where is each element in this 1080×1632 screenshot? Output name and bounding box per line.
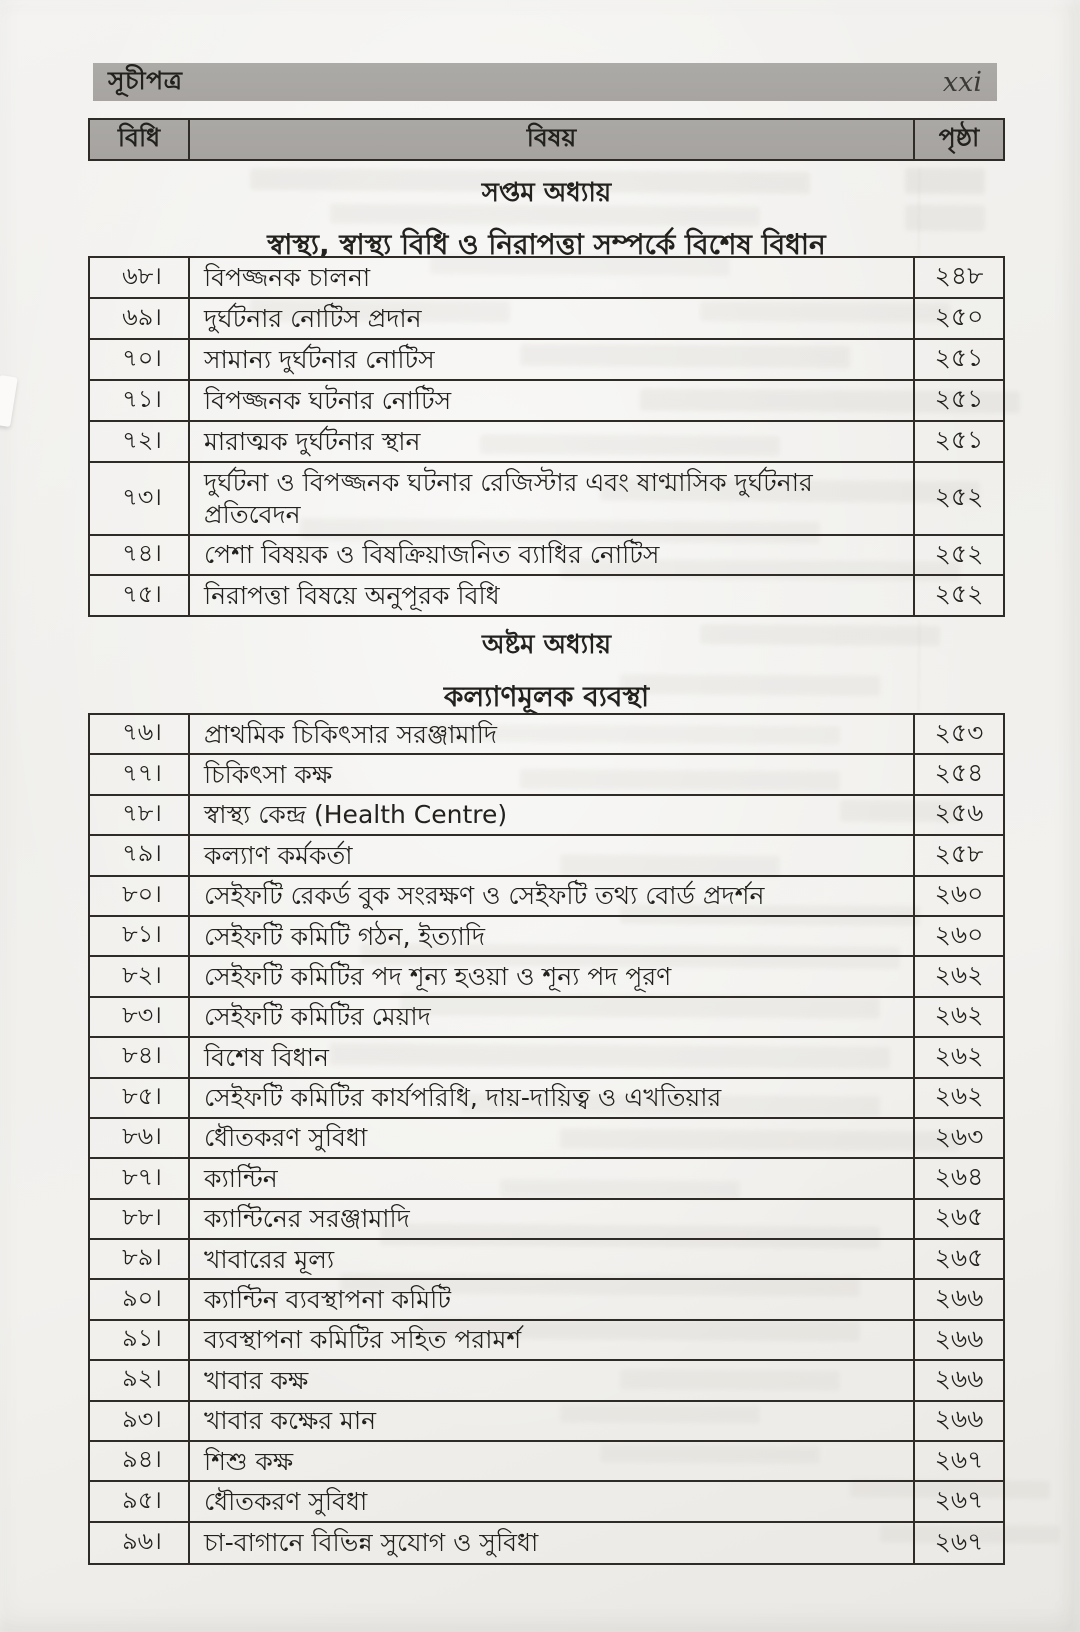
toc-row [90,1240,1003,1280]
toc-row [90,877,1003,917]
page-number-cell: ২৫৮ [934,838,984,868]
toc-row [90,1402,1003,1442]
rule-number-cell: ৯১। [90,1321,190,1359]
page-number-cell: ২৬৫ [934,1242,984,1272]
subject-cell: খাবার কক্ষের মান [190,1402,915,1440]
subject-cell: ক্যান্টিন [190,1159,915,1197]
table-header-row [88,118,1005,161]
rule-number-cell: ৯৪। [90,1442,190,1480]
toc-row [90,796,1003,836]
toc-row [90,463,1003,536]
rule-number-cell: ৯০। [90,1280,190,1318]
subject-cell: মারাত্মক দুর্ঘটনার স্থান [190,422,915,461]
rule-number-cell: ৮৫। [90,1079,190,1117]
page-number-cell: ২৬৬ [934,1404,984,1434]
toc-row [90,1079,1003,1119]
rule-number-cell: ৮৮। [90,1200,190,1238]
subject-cell: ক্যান্টিনের সরঞ্জামাদি [190,1200,915,1238]
toc-row [90,1321,1003,1361]
toc-row [90,422,1003,463]
rule-number-cell: ৮১। [90,917,190,955]
rule-number-cell: ৯৩। [90,1402,190,1440]
page-number-cell: ২৫১ [934,343,984,372]
rule-number-cell: ৭২। [90,422,190,461]
subject-cell: চিকিৎসা কক্ষ [190,755,915,793]
toc-row [90,1482,1003,1522]
subject-cell: সামান্য দুর্ঘটনার নোটিস [190,340,915,379]
subject-cell: ধৌতকরণ সুবিধা [190,1482,915,1520]
page-number-cell: ২৬৭ [934,1444,984,1474]
column-header-page: পৃষ্ঠা [938,123,980,152]
toc-row [90,1361,1003,1401]
toc-row [90,998,1003,1038]
page-number-cell: ২৬৭ [934,1485,984,1515]
page-number-cell: ২৪৮ [934,261,984,290]
page-number-cell: ২৬৬ [934,1323,984,1353]
subject-cell: বিপজ্জনক ঘটনার নোটিস [190,381,915,420]
page-number-cell: ২৫২ [934,482,984,511]
page-number-cell: ২৬৪ [934,1162,984,1191]
page-number-cell: ২৬৬ [934,1363,984,1393]
toc-row [90,957,1003,997]
rule-number-cell: ৮০। [90,877,190,915]
page-number-cell: ২৬২ [934,1000,984,1030]
rule-number-cell: ৭৫। [90,576,190,615]
paper-crease-artifact [0,375,18,427]
rule-number-cell: ৬৮। [90,258,190,297]
rule-number-cell: ৮৯। [90,1240,190,1278]
page-number-roman: xxi [942,66,982,98]
subject-cell: দুর্ঘটনা ও বিপজ্জনক ঘটনার রেজিস্টার এবং ষাণ্মাসিক দুর্ঘটনার প্রতিবেদন [190,463,915,534]
rule-number-cell: ৯৬। [90,1523,190,1563]
page-number-cell: ২৬৬ [934,1283,984,1313]
subject-cell: চা-বাগানে বিভিন্ন সুযোগ ও সুবিধা [190,1523,915,1563]
chapter-heading-8 [88,624,1005,722]
subject-cell: সেইফটি কমিটির মেয়াদ [190,998,915,1036]
page-number-cell: ২৫০ [934,302,984,331]
subject-cell: প্রাথমিক চিকিৎসার সরঞ্জামাদি [190,715,915,753]
page-number-cell: ২৬৭ [934,1526,984,1556]
chapter-title: স্বাস্থ্য, স্বাস্থ্য বিধি ও নিরাপত্তা সম্পর্কে বিশেষ বিধান [267,228,826,261]
chapter-number: সপ্তম অধ্যায় [481,178,612,208]
toc-row [90,340,1003,381]
column-header-subject: বিষয় [190,120,915,159]
page-number-cell: ২৬৫ [934,1202,984,1232]
rule-number-cell: ৭১। [90,381,190,420]
toc-rows-chapter-7 [88,256,1005,617]
page-number-cell: ২৫৩ [934,717,984,747]
column-header-rule: বিধি [90,120,190,159]
page-number-cell: ২৫১ [934,425,984,454]
page-number-cell: ২৬০ [934,879,984,909]
toc-row [90,1280,1003,1320]
page-number-cell: ২৬২ [934,960,984,990]
subject-cell: দুর্ঘটনার নোটিস প্রদান [190,299,915,338]
rule-number-cell: ৯৫। [90,1482,190,1520]
subject-cell: ব্যবস্থাপনা কমিটির সহিত পরামর্শ [190,1321,915,1359]
rule-number-cell: ৮৭। [90,1159,190,1197]
rule-number-cell: ৭৪। [90,536,190,574]
toc-row [90,1442,1003,1482]
rule-number-cell: ৭৩। [90,463,190,534]
toc-row [90,755,1003,795]
page-number-cell: ২৫২ [934,579,984,608]
toc-row [90,1159,1003,1199]
rule-number-cell: ৭০। [90,340,190,379]
toc-row [90,917,1003,957]
page-number-cell: ২৫১ [934,384,984,413]
page-number-cell: ২৫২ [934,538,984,568]
toc-row [90,299,1003,340]
page-number-cell: ২৬২ [934,1081,984,1111]
subject-cell: নিরাপত্তা বিষয়ে অনুপূরক বিধি [190,576,915,615]
page-number-cell: ২৬২ [934,1040,984,1070]
toc-row [90,836,1003,876]
toc-row [90,715,1003,755]
toc-row [90,1523,1003,1563]
running-head-band [93,63,997,101]
rule-number-cell: ৯২। [90,1361,190,1399]
page-number-cell: ২৫৬ [934,798,984,828]
subject-cell: শিশু কক্ষ [190,1442,915,1480]
rule-number-cell: ৭৯। [90,836,190,874]
subject-cell: সেইফটি রেকর্ড বুক সংরক্ষণ ও সেইফটি তথ্য বোর্ড প্রদর্শন [190,877,915,915]
toc-row [90,536,1003,576]
subject-cell: খাবারের মূল্য [190,1240,915,1278]
subject-cell: কল্যাণ কর্মকর্তা [190,836,915,874]
subject-cell: সেইফটি কমিটির পদ শূন্য হওয়া ও শূন্য পদ পূরণ [190,957,915,995]
page-number-cell: ২৬০ [934,919,984,949]
toc-row [90,258,1003,299]
rule-number-cell: ৭৮। [90,796,190,834]
toc-row [90,381,1003,422]
toc-rows-chapter-8 [88,713,1005,1565]
subject-cell: বিপজ্জনক চালনা [190,258,915,297]
toc-title: সূচীপত্র [108,65,183,95]
rule-number-cell: ৮৪। [90,1038,190,1076]
toc-row [90,1038,1003,1078]
subject-cell: পেশা বিষয়ক ও বিষক্রিয়াজনিত ব্যাধির নোটিস [190,536,915,574]
rule-number-cell: ৭৬। [90,715,190,753]
subject-cell: ক্যান্টিন ব্যবস্থাপনা কমিটি [190,1280,915,1318]
rule-number-cell: ৮২। [90,957,190,995]
subject-cell: খাবার কক্ষ [190,1361,915,1399]
page-number-cell: ২৬৩ [934,1121,984,1151]
rule-number-cell: ৮৩। [90,998,190,1036]
subject-cell: বিশেষ বিধান [190,1038,915,1076]
toc-row [90,1119,1003,1159]
subject-cell: ধৌতকরণ সুবিধা [190,1119,915,1157]
page-number-cell: ২৫৪ [934,758,984,788]
toc-row [90,576,1003,615]
toc-row [90,1200,1003,1240]
chapter-title: কল্যাণমূলক ব্যবস্থা [443,680,650,713]
rule-number-cell: ৭৭। [90,755,190,793]
rule-number-cell: ৬৯। [90,299,190,338]
subject-cell: সেইফটি কমিটির কার্যপরিধি, দায়-দায়িত্ব ও এখতিয়ার [190,1079,915,1117]
chapter-number: অষ্টম অধ্যায় [481,630,612,660]
rule-number-cell: ৮৬। [90,1119,190,1157]
subject-cell: সেইফটি কমিটি গঠন, ইত্যাদি [190,917,915,955]
subject-cell: স্বাস্থ্য কেন্দ্র (Health Centre) [190,796,915,834]
